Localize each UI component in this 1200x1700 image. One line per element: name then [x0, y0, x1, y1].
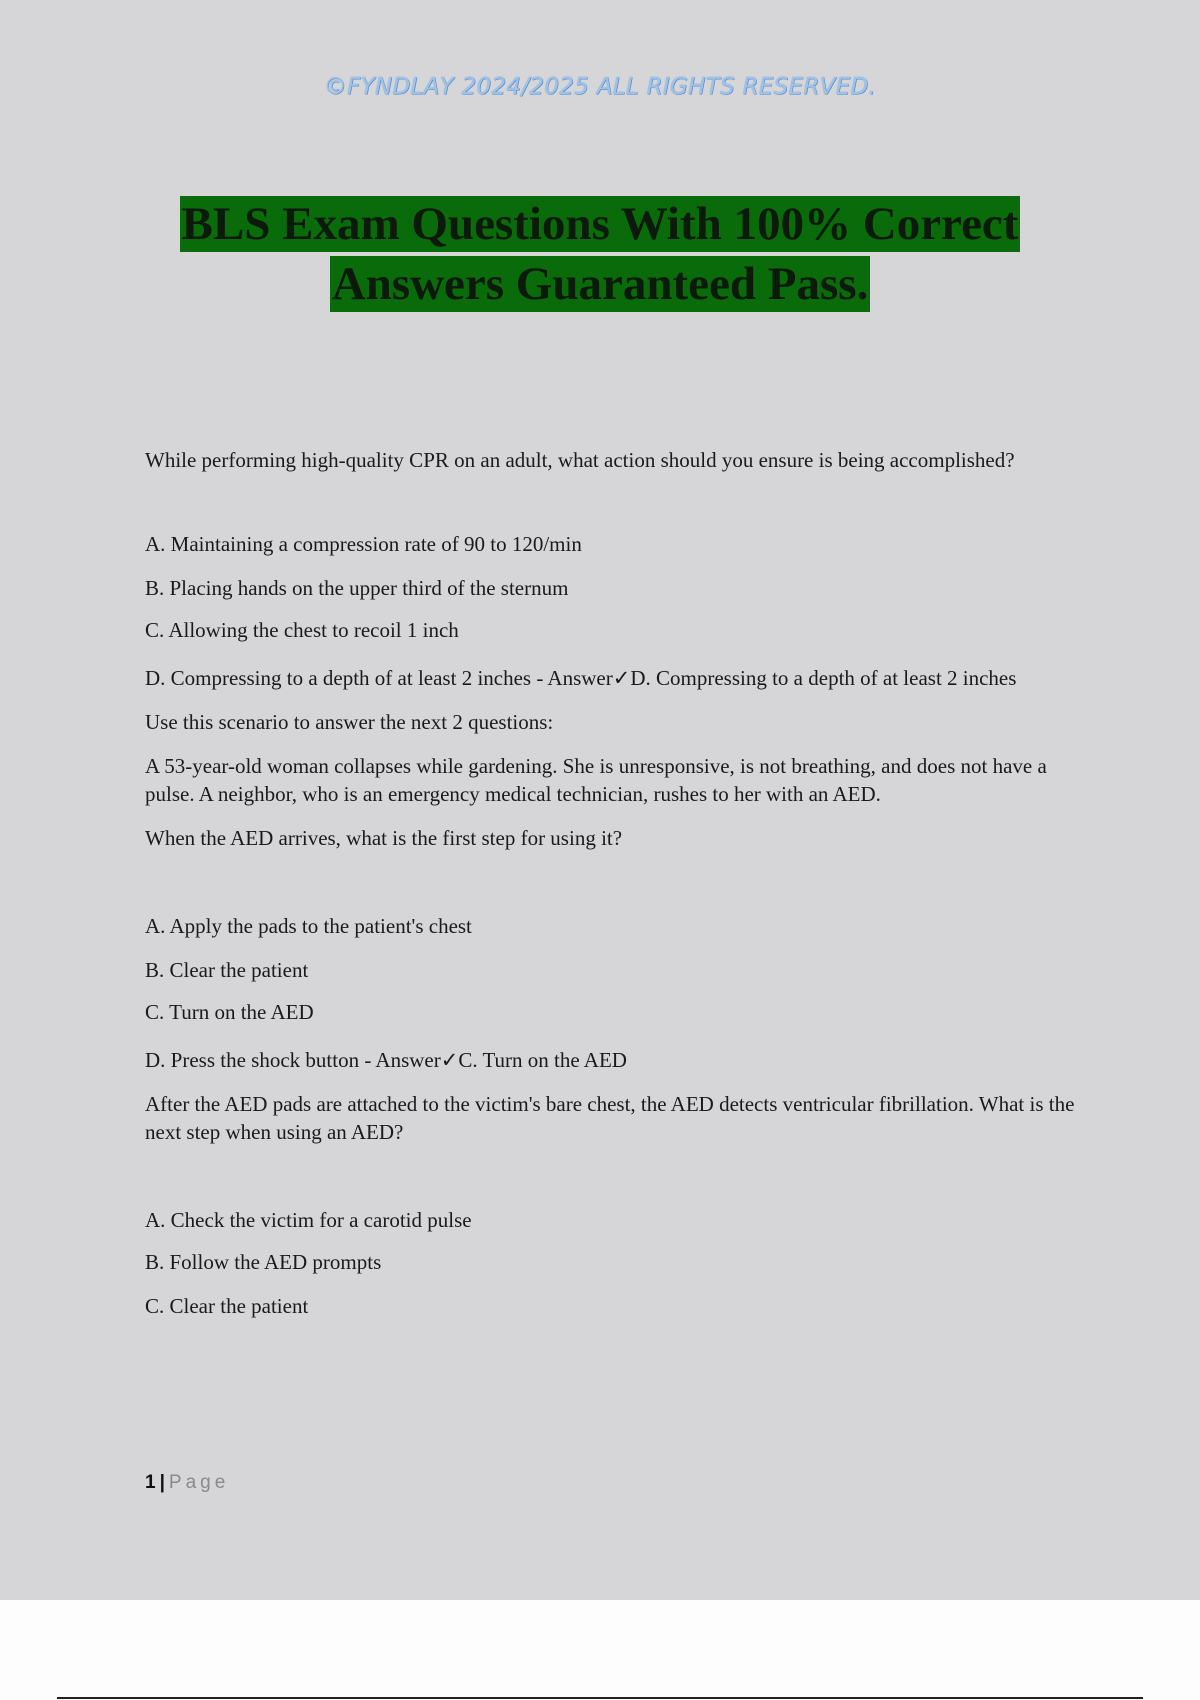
question-3-options — [145, 1206, 1095, 1320]
divider-line — [57, 1697, 1143, 1699]
question-1-prompt: While performing high-quality CPR on an adult, what action should you ensure is being accomplished? — [145, 448, 1015, 472]
page-footer — [145, 1472, 229, 1494]
viewer-background — [0, 1600, 1200, 1700]
title-line-2: Answers Guaranteed Pass. — [331, 258, 869, 310]
question-2-prompt: When the AED arrives, what is the first step for using it? — [145, 826, 623, 850]
document-title — [0, 196, 1200, 312]
option-item: C. Clear the patient — [145, 1294, 309, 1318]
question-1-options — [145, 530, 1095, 692]
page-number: 1 — [145, 1472, 156, 1493]
scenario-intro: Use this scenario to answer the next 2 questions: — [145, 710, 554, 734]
option-item: B. Placing hands on the upper third of the sternum — [145, 576, 569, 600]
question-2-options — [145, 912, 1095, 1074]
footer-separator: | — [159, 1472, 165, 1493]
document-body — [145, 446, 1095, 1320]
question-3-prompt: After the AED pads are attached to the victim's bare chest, the AED detects ventricular fibrillation. What is the next step when using an AED? — [145, 1092, 1075, 1144]
copyright-watermark: ©FYNDLAY 2024/2025 ALL RIGHTS RESERVED. — [323, 74, 877, 100]
option-item: C. Turn on the AED — [145, 1000, 314, 1024]
option-item: A. Check the victim for a carotid pulse — [145, 1208, 472, 1232]
option-item: C. Allowing the chest to recoil 1 inch — [145, 618, 459, 642]
option-item-answer: D. Compressing to a depth of at least 2 inches - Answer✓D. Compressing to a depth of at least 2 inches — [145, 666, 1017, 690]
option-item: A. Maintaining a compression rate of 90 to 120/min — [145, 532, 582, 556]
title-line-1: BLS Exam Questions With 100% Correct — [181, 198, 1019, 250]
page-label: Page — [168, 1472, 230, 1493]
scenario-text: A 53-year-old woman collapses while gardening. She is unresponsive, is not breathing, and does not have a pulse. A neighbor, who is an emergency medical technician, rushes to her with an AED. — [145, 754, 1047, 806]
option-item: B. Follow the AED prompts — [145, 1250, 382, 1274]
option-item-answer: D. Press the shock button - Answer✓C. Turn on the AED — [145, 1048, 627, 1072]
option-item: B. Clear the patient — [145, 958, 309, 982]
option-item: A. Apply the pads to the patient's chest — [145, 914, 472, 938]
